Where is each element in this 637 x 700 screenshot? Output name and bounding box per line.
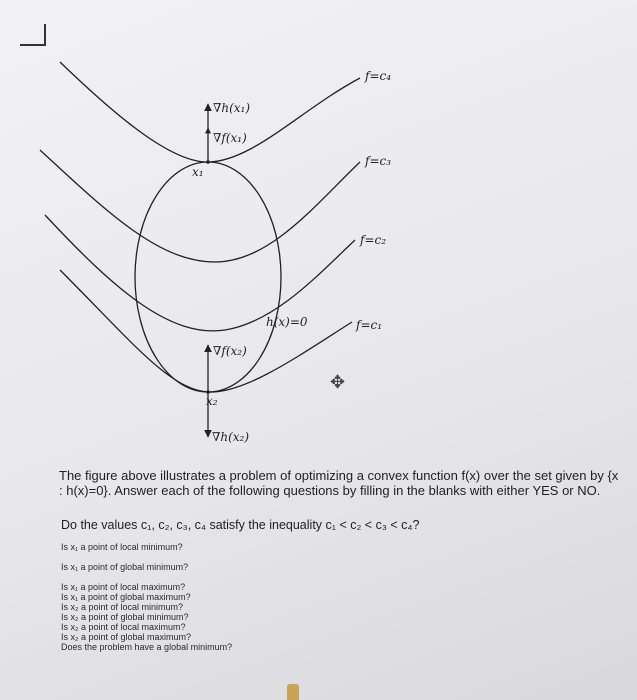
label-f-c2: f=c₂ — [360, 233, 387, 247]
question-item: Is x₁ a point of local minimum? — [61, 542, 183, 552]
question-item: Is x₁ a point of global minimum? — [61, 562, 189, 572]
question-item: Is x₁ a point of local maximum? — [61, 582, 186, 592]
question-item: Does the problem have a global minimum? — [61, 642, 233, 652]
question-item: Is x₂ a point of global maximum? — [61, 632, 192, 642]
label-f-c1: f=c₁ — [356, 318, 383, 332]
question-item: Is x₁ a point of global maximum? — [61, 592, 191, 602]
inequality-question: Do the values c₁, c₂, c₃, c₄ satisfy the inequality c₁ < c₂ < c₃ < c₄? — [61, 518, 420, 532]
label-grad-f-x2: ∇f(x₂) — [213, 344, 247, 358]
label-x2: x₂ — [206, 394, 218, 408]
label-grad-f-x1: ∇f(x₁) — [213, 131, 247, 145]
label-constraint: h(x)=0 — [266, 315, 308, 329]
move-cursor-icon: ✥ — [330, 372, 346, 392]
level-curve-c4 — [60, 62, 360, 162]
question-item: Is x₂ a point of global minimum? — [61, 612, 189, 622]
label-f-c3: f=c₃ — [365, 154, 392, 168]
label-grad-h-x1: ∇h(x₁) — [213, 101, 251, 115]
level-curve-c2 — [45, 215, 355, 331]
question-item: Is x₂ a point of local minimum? — [61, 602, 184, 612]
question-item: Is x₂ a point of local maximum? — [61, 622, 186, 632]
intro-paragraph: The figure above illustrates a problem of optimizing a convex function f(x) over the set given by {x : h(x)=0}. Answer each of the following questions by filling in the blanks with either YES or NO. — [59, 468, 619, 498]
label-grad-h-x2: ∇h(x₂) — [212, 430, 250, 444]
label-x1: x₁ — [192, 165, 204, 179]
question-list — [61, 542, 481, 652]
label-f-c4: f=c₄ — [365, 69, 392, 83]
page-tab-marker — [287, 684, 299, 700]
